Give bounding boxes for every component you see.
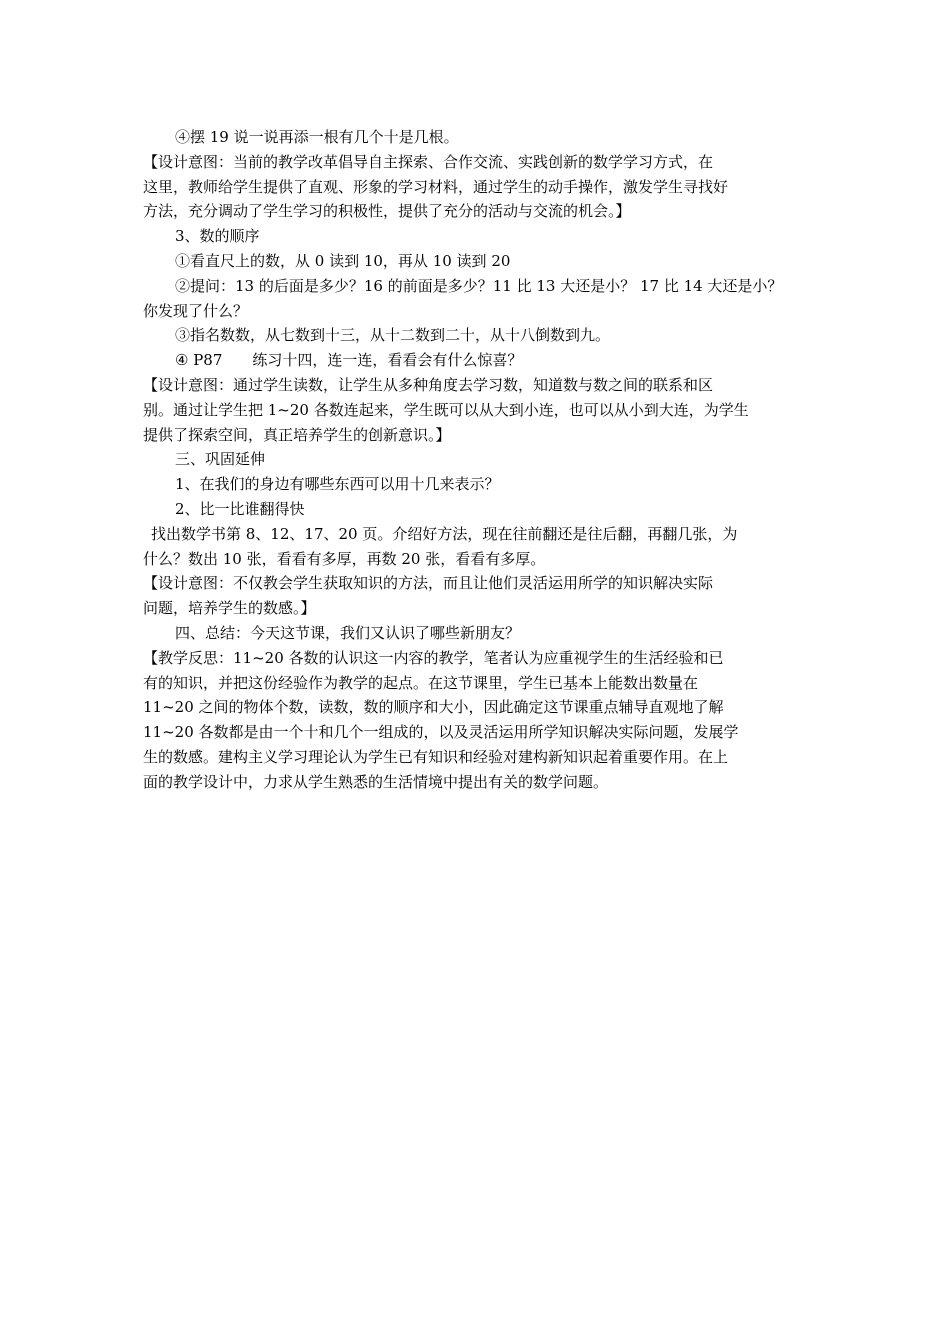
text-line: ①看直尺上的数，从 0 读到 10，再从 10 读到 20 (175, 251, 511, 270)
text-line: 【教学反思：11~20 各数的认识这一内容的教学，笔者认为应重视学生的生活经验和已 (143, 648, 724, 667)
text-line: 11~20 之间的物体个数，读数，数的顺序和大小，因此确定这节课重点辅导直观地了解 (143, 698, 724, 717)
text-line: ④ P87 练习十四，连一连，看看会有什么惊喜？ (175, 351, 523, 370)
text-line: 三、巩固延伸 (175, 450, 266, 469)
text-line: 方法，充分调动了学生学习的积极性，提供了充分的活动与交流的机会。】 (143, 202, 631, 221)
document-body (143, 125, 815, 795)
text-line: 3、数的顺序 (175, 227, 260, 246)
text-line: 【设计意图：通过学生读数，让学生从多种角度去学习数，知道数与数之间的联系和区 (143, 375, 714, 394)
text-line: 有的知识，并把这份经验作为教学的起点。在这节课里，学生已基本上能数出数量在 (143, 673, 699, 692)
text-line: 四、总结：今天这节课，我们又认识了哪些新朋友？ (175, 623, 521, 642)
text-line: 【设计意图：不仅教会学生获取知识的方法，而且让他们灵活运用所学的知识解决实际 (143, 574, 714, 593)
text-line: 2、比一比谁翻得快 (175, 499, 305, 518)
text-line: 找出数学书第 8、12、17、20 页。介绍好方法，现在往前翻还是往后翻，再翻几张，为 (151, 524, 738, 543)
text-line: ③指名数数，从七数到十三，从十二数到二十，从十八倒数到九。 (175, 326, 611, 345)
text-line: 【设计意图：当前的教学改革倡导自主探索、合作交流、实践创新的数学学习方式，在 (143, 152, 714, 171)
text-line: 生的数感。建构主义学习理论认为学生已有知识和经验对建构新知识起着重要作用。在上 (143, 747, 729, 766)
text-line: 提供了探索空间，真正培养学生的创新意识。】 (143, 425, 451, 444)
text-line: 你发现了什么？ (143, 301, 249, 320)
text-line: 1、在我们的身边有哪些东西可以用十几来表示？ (175, 475, 500, 494)
text-line: 什么？数出 10 张，看看有多厚，再数 20 张，看看有多厚。 (143, 549, 546, 568)
text-line: 面的教学设计中，力求从学生熟悉的生活情境中提出有关的数学问题。 (143, 772, 609, 791)
text-line: 11~20 各数都是由一个十和几个一组成的，以及灵活运用所学知识解决实际问题，发展学 (143, 723, 739, 742)
text-line: 别。通过让学生把 1~20 各数连起来，学生既可以从大到小连，也可以从小到大连，为学生 (143, 400, 749, 419)
text-line: ②提问：13 的后面是多少？16 的前面是多少？11 比 13 大还是小？ 17 比 14 大还是小？ (175, 276, 783, 295)
text-line: 问题，培养学生的数感。】 (143, 599, 316, 618)
text-line: 这里，教师给学生提供了直观、形象的学习材料，通过学生的动手操作，激发学生寻找好 (143, 177, 729, 196)
text-line: ④摆 19 说一说再添一根有几个十是几根。 (175, 128, 459, 146)
